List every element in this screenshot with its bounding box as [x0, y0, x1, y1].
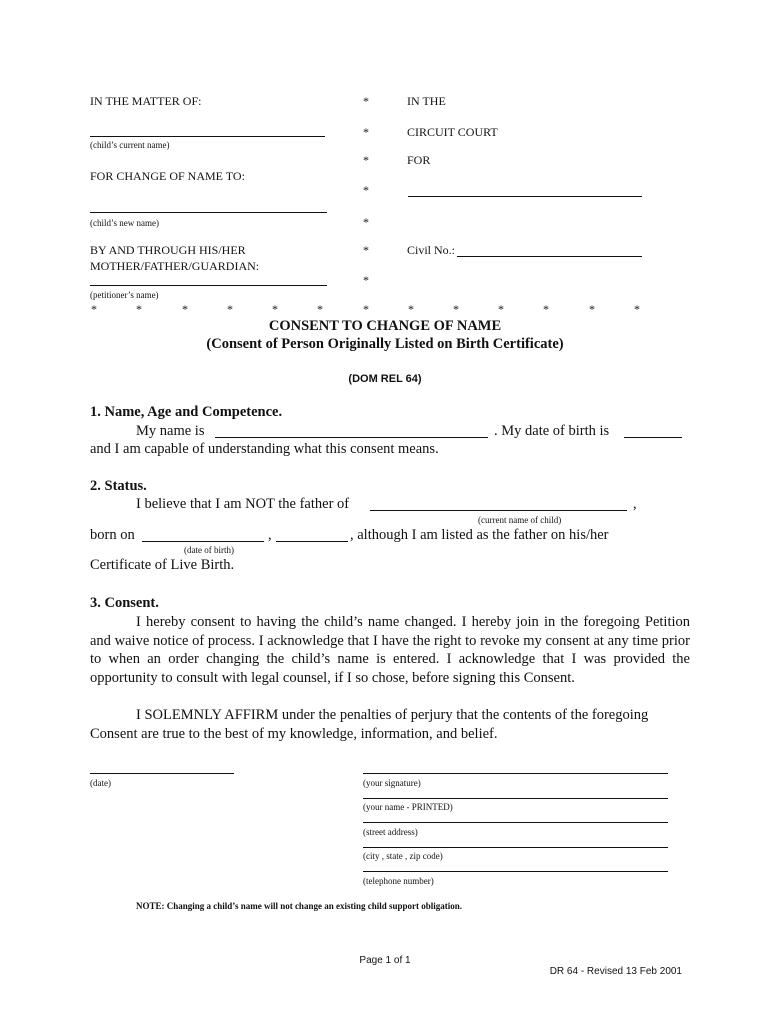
- not-father-text: I believe that I am NOT the father of: [136, 496, 350, 512]
- petitioners-name-line[interactable]: [90, 285, 327, 286]
- in-the-matter-of-label: IN THE MATTER OF:: [90, 94, 202, 108]
- childs-new-name-caption: (child’s new name): [90, 218, 159, 228]
- divider-star: *: [227, 302, 233, 316]
- mother-father-guardian-label: MOTHER/FATHER/GUARDIAN:: [90, 259, 260, 273]
- signature-line[interactable]: [363, 773, 668, 774]
- by-and-through-label: BY AND THROUGH HIS/HER: [90, 243, 246, 257]
- childs-new-name-line[interactable]: [90, 212, 327, 213]
- divider-star: *: [453, 302, 459, 316]
- section3-heading: 3. Consent.: [90, 595, 159, 611]
- caption-star: *: [363, 94, 369, 108]
- affirmation-paragraph: [90, 706, 690, 743]
- divider-star: *: [91, 302, 97, 316]
- affirmation-text: I SOLEMNLY AFFIRM under the penalties of perjury that the contents of the foregoing Consent are true to the best of my knowledge, information, and belief.: [90, 707, 649, 742]
- divider-star: *: [408, 302, 414, 316]
- date-caption: (date): [90, 778, 111, 788]
- capable-text: and I am capable of understanding what this consent means.: [90, 441, 439, 457]
- telephone-number-caption: (telephone number): [363, 876, 434, 886]
- caption-star: *: [363, 243, 369, 257]
- city-state-zip-line[interactable]: [363, 847, 668, 848]
- in-the-label: IN THE: [407, 94, 446, 108]
- civil-no-label: Civil No.:: [407, 243, 456, 257]
- telephone-line[interactable]: [363, 871, 668, 872]
- section2-heading: 2. Status.: [90, 478, 147, 494]
- divider-star: *: [272, 302, 278, 316]
- street-address-caption: (street address): [363, 827, 418, 837]
- your-name-printed-caption: (your name - PRINTED): [363, 802, 453, 812]
- section1-heading: 1. Name, Age and Competence.: [90, 404, 283, 420]
- certificate-text: Certificate of Live Birth.: [90, 557, 235, 573]
- child-support-note: NOTE: Changing a child’s name will not change an existing child support obligation.: [136, 901, 462, 911]
- page-number: Page 1 of 1: [359, 955, 411, 966]
- date-of-birth-caption: (date of birth): [184, 545, 234, 555]
- civil-no-line[interactable]: [457, 256, 642, 257]
- document-subtitle: (Consent of Person Originally Listed on Birth Certificate): [206, 336, 564, 352]
- current-name-of-child-caption: (current name of child): [478, 515, 562, 525]
- my-name-line[interactable]: [215, 437, 488, 438]
- revision-label: DR 64 - Revised 13 Feb 2001: [549, 966, 682, 977]
- comma-text: ,: [633, 496, 637, 512]
- born-on-label: born on: [90, 527, 135, 543]
- divider-star: *: [317, 302, 323, 316]
- divider-star: *: [182, 302, 188, 316]
- date-line[interactable]: [90, 773, 234, 774]
- childs-current-name-line[interactable]: [90, 136, 325, 137]
- for-label: FOR: [407, 153, 431, 167]
- consent-body-text: I hereby consent to having the child’s name changed. I hereby join in the foregoing Petition and waive notice of process. I acknowledge that I have the right to revoke my consent at any time prior to when an order changing the child’s name is entered. I acknowledge that I was provided the opportunity to consult with legal counsel, if I so chose, before signing this Consent.: [90, 614, 690, 686]
- printed-name-line[interactable]: [363, 798, 668, 799]
- comma-text-2: ,: [268, 527, 272, 543]
- although-text: , although I am listed as the father on his/her: [350, 527, 609, 543]
- city-state-zip-caption: (city , state , zip code): [363, 851, 443, 861]
- childs-current-name-caption: (child’s current name): [90, 140, 170, 150]
- form-code: (DOM REL 64): [348, 373, 422, 385]
- caption-star: *: [363, 215, 369, 229]
- county-line[interactable]: [408, 196, 642, 197]
- my-dob-line[interactable]: [624, 437, 682, 438]
- born-on-date-line[interactable]: [142, 541, 264, 542]
- divider-star: *: [363, 302, 369, 316]
- for-change-of-name-label: FOR CHANGE OF NAME TO:: [90, 169, 245, 183]
- divider-star: *: [136, 302, 142, 316]
- my-name-is-label: My name is: [136, 423, 205, 439]
- dob-label: . My date of birth is: [494, 423, 610, 439]
- circuit-court-label: CIRCUIT COURT: [407, 125, 498, 139]
- divider-star: *: [634, 302, 640, 316]
- caption-star: *: [363, 125, 369, 139]
- petitioners-name-caption: (petitioner’s name): [90, 290, 159, 300]
- born-on-year-line[interactable]: [276, 541, 348, 542]
- your-signature-caption: (your signature): [363, 778, 421, 788]
- divider-star: *: [498, 302, 504, 316]
- caption-star: *: [363, 183, 369, 197]
- divider-star: *: [589, 302, 595, 316]
- current-child-name-line[interactable]: [370, 510, 627, 511]
- caption-star: *: [363, 153, 369, 167]
- street-address-line[interactable]: [363, 822, 668, 823]
- document-title: CONSENT TO CHANGE OF NAME: [268, 318, 502, 334]
- caption-star: *: [363, 273, 369, 287]
- consent-paragraph: [90, 613, 690, 687]
- divider-star: *: [543, 302, 549, 316]
